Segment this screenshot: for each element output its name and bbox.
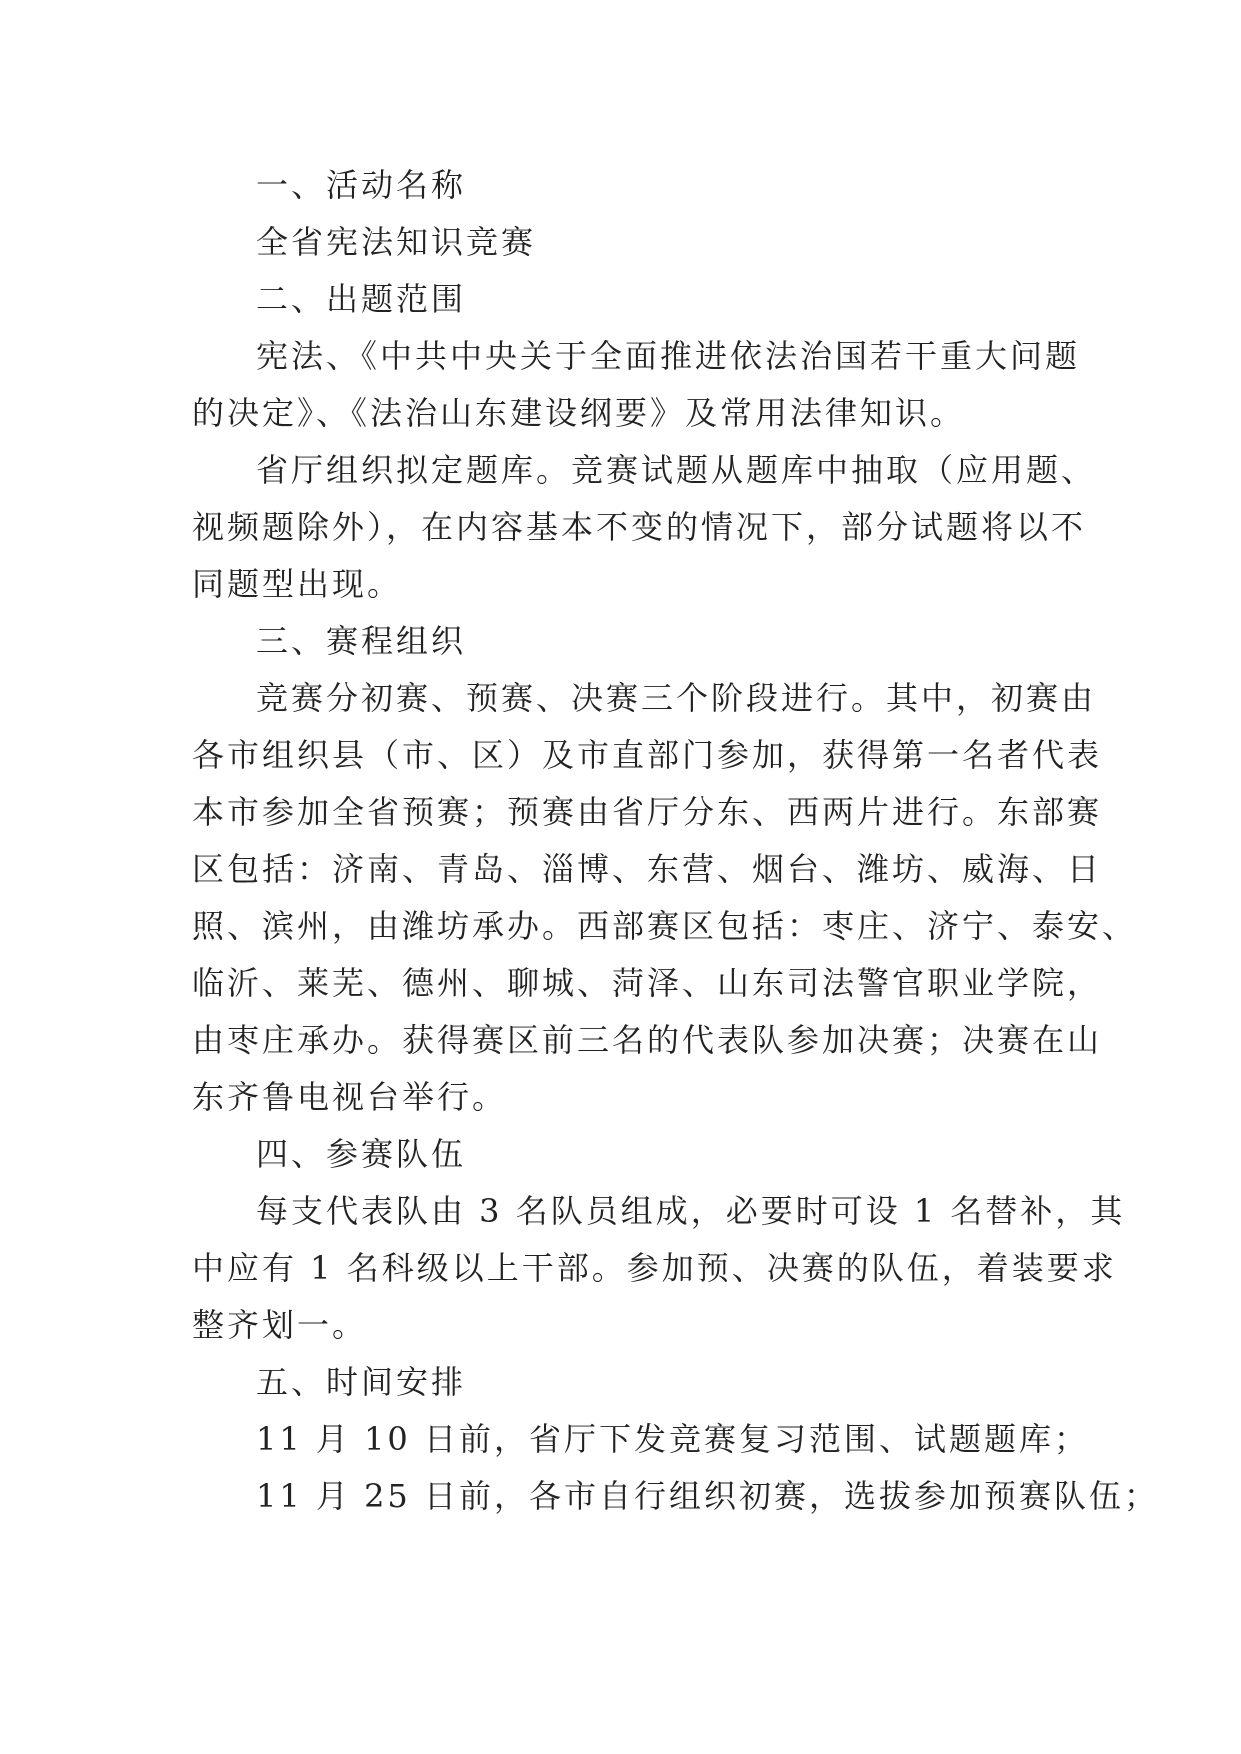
paragraph-line: 整齐划一。: [192, 1306, 368, 1344]
heading-question-scope: 二、出题范围: [256, 280, 467, 318]
paragraph-line: 竞赛分初赛、预赛、决赛三个阶段进行。其中，初赛由: [256, 679, 1097, 717]
paragraph-line: 全省宪法知识竞赛: [256, 223, 537, 261]
paragraph-line: 视频题除外），在内容基本不变的情况下，部分试题将以不: [192, 508, 1087, 546]
paragraph-line: 各市组织县（市、区）及市直部门参加，获得第一名者代表: [192, 736, 1103, 774]
paragraph-line: 东齐鲁电视台举行。: [192, 1078, 508, 1116]
paragraph-line: 11 月 10 日前，省厅下发竞赛复习范围、试题题库；: [256, 1420, 1089, 1458]
paragraph-line: 省厅组织拟定题库。竞赛试题从题库中抽取（应用题、: [256, 451, 1097, 489]
paragraph-line: 的决定》、《法治山东建设纲要》及常用法律知识。: [192, 394, 966, 432]
paragraph-line: 照、滨州，由潍坊承办。西部赛区包括：枣庄、济宁、泰安、: [192, 907, 1138, 945]
paragraph-line: 由枣庄承办。获得赛区前三名的代表队参加决赛；决赛在山: [192, 1021, 1103, 1059]
paragraph-line: 本市参加全省预赛；预赛由省厅分东、西两片进行。东部赛: [192, 793, 1103, 831]
paragraph-line: 区包括：济南、青岛、淄博、东营、烟台、潍坊、威海、日: [192, 850, 1103, 888]
heading-teams: 四、参赛队伍: [256, 1135, 467, 1173]
paragraph-line: 每支代表队由 3 名队员组成，必要时可设 1 名替补，其: [256, 1192, 1126, 1230]
paragraph-line: 11 月 25 日前，各市自行组织初赛，选拔参加预赛队伍；: [256, 1477, 1159, 1515]
heading-timeline: 五、时间安排: [256, 1363, 467, 1401]
paragraph-line: 临沂、莱芜、德州、聊城、菏泽、山东司法警官职业学院，: [192, 964, 1103, 1002]
heading-activity-name: 一、活动名称: [256, 166, 467, 204]
paragraph-line: 中应有 1 名科级以上干部。参加预、决赛的队伍，着装要求: [192, 1249, 1117, 1287]
paragraph-line: 宪法、《中共中央关于全面推进依法治国若干重大问题: [256, 337, 1081, 375]
paragraph-line: 同题型出现。: [192, 565, 403, 603]
heading-schedule-organization: 三、赛程组织: [256, 622, 467, 660]
